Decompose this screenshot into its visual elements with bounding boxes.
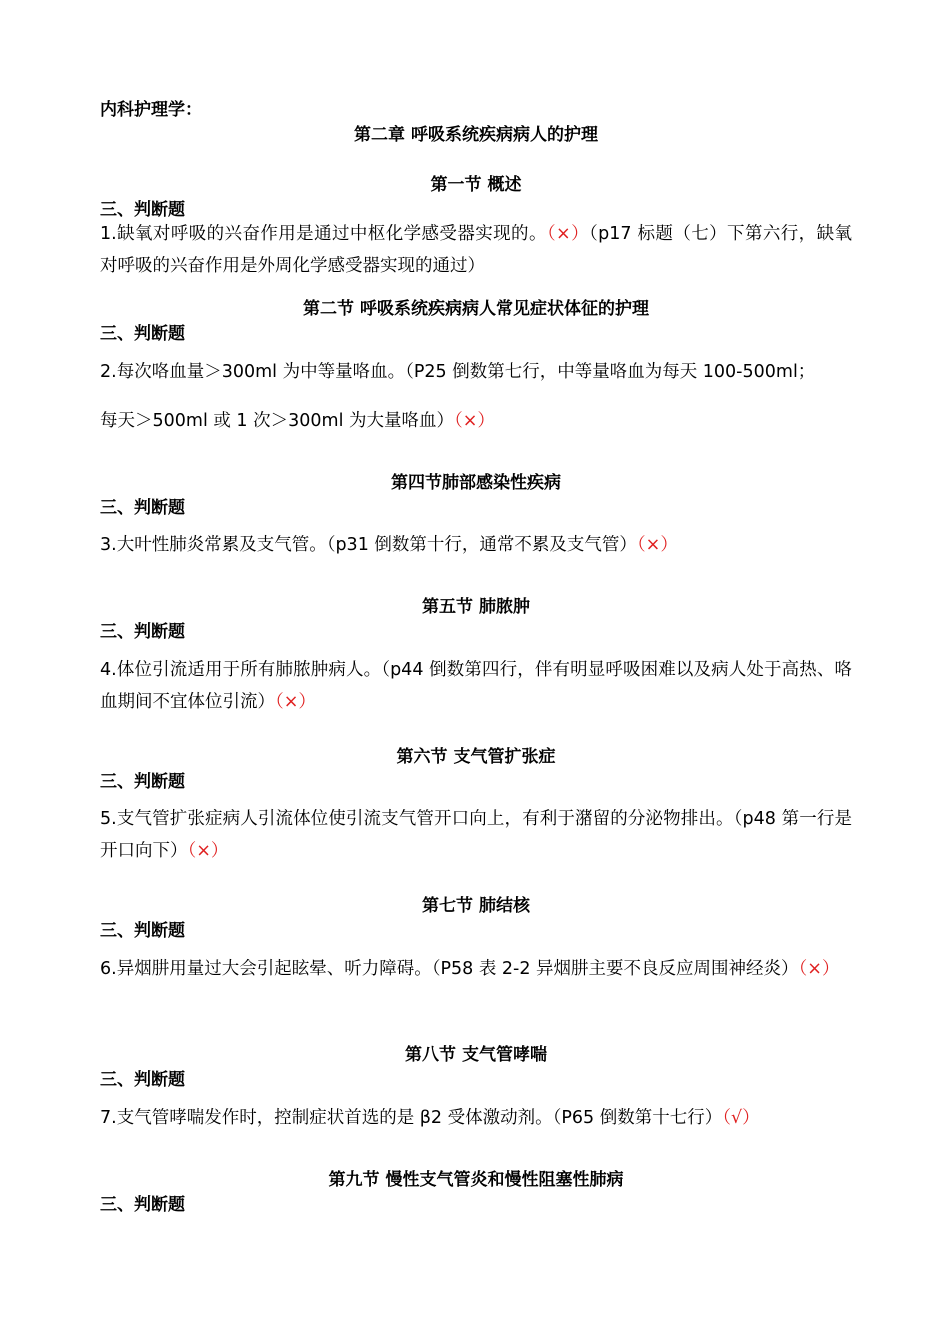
question-item — [100, 803, 852, 867]
section-type-label: 三、判断题 — [100, 498, 185, 518]
question-text: 5.支气管扩张症病人引流体位使引流支气管开口向上，有利于潴留的分泌物排出。 — [100, 809, 734, 829]
question-text: 1.缺氧对呼吸的兴奋作用是通过中枢化学感受器实现的。 — [100, 224, 547, 244]
answer-mark: （√） — [722, 1108, 760, 1128]
answer-mark: （×） — [187, 841, 229, 861]
section-type-label: 三、判断题 — [100, 1195, 185, 1215]
reference-note: （P65 倒数第十七行） — [552, 1108, 723, 1128]
question-item — [100, 529, 852, 561]
question-item — [100, 953, 852, 985]
reference-note: （p17 标题（七）下第六行，缺氧对呼吸的兴奋作用是外周化学感受器实现的通过） — [100, 224, 852, 276]
section-title: 第一节 概述 — [430, 175, 522, 195]
section-title: 第九节 慢性支气管炎和慢性阻塞性肺病 — [328, 1170, 624, 1190]
subject-heading: 内科护理学： — [100, 100, 202, 120]
section-type-label: 三、判断题 — [100, 1070, 185, 1090]
answer-mark: （×） — [275, 692, 316, 712]
section-type-label: 三、判断题 — [100, 324, 185, 344]
answer-mark: （×） — [636, 535, 678, 555]
question-item — [100, 654, 852, 718]
section-title: 第六节 支气管扩张症 — [396, 747, 556, 767]
section-type-label: 三、判断题 — [100, 772, 185, 792]
section-title: 第七节 肺结核 — [422, 896, 530, 916]
reference-note: （P58 表 2-2 异烟肼主要不良反应周围神经炎） — [431, 959, 799, 979]
question-text: 6.异烟肼用量过大会引起眩晕、听力障碍。 — [100, 959, 432, 979]
reference-note: （p44 倒数第四行，伴有明显呼吸困难以及病人处于高热、咯血期间不宜体位引流） — [100, 660, 853, 712]
section-type-label: 三、判断题 — [100, 200, 185, 220]
answer-mark: （×） — [798, 959, 840, 979]
question-text: 4.体位引流适用于所有肺脓肿病人。 — [100, 660, 382, 680]
question-text: 2.每次咯血量＞300ml 为中等量咯血。 — [100, 362, 406, 382]
question-text: 7.支气管哮喘发作时，控制症状首选的是 β2 受体激动剂。 — [100, 1108, 553, 1128]
reference-note: （P25 倒数第七行，中等量咯血为每天 100-500ml； — [405, 362, 816, 382]
section-title: 第四节肺部感染性疾病 — [391, 473, 561, 493]
section-type-label: 三、判断题 — [100, 921, 185, 941]
answer-mark: （×） — [454, 411, 495, 431]
question-item — [100, 218, 852, 282]
question-item — [100, 1102, 852, 1134]
reference-note: 每天＞500ml 或 1 次＞300ml 为大量咯血） — [100, 411, 455, 431]
question-text: 3.大叶性肺炎常累及支气管。 — [100, 535, 327, 555]
question-item-continued — [100, 405, 852, 437]
reference-note: （p48 第一行是开口向下） — [100, 809, 852, 861]
section-title: 第八节 支气管哮喘 — [405, 1045, 547, 1065]
reference-note: （p31 倒数第十行，通常不累及支气管） — [326, 535, 637, 555]
section-type-label: 三、判断题 — [100, 622, 185, 642]
section-title: 第二节 呼吸系统疾病病人常见症状体征的护理 — [303, 299, 649, 319]
question-item — [100, 356, 852, 388]
answer-mark: （×） — [546, 224, 590, 244]
chapter-title: 第二章 呼吸系统疾病病人的护理 — [354, 125, 598, 145]
section-title: 第五节 肺脓肿 — [422, 597, 530, 617]
